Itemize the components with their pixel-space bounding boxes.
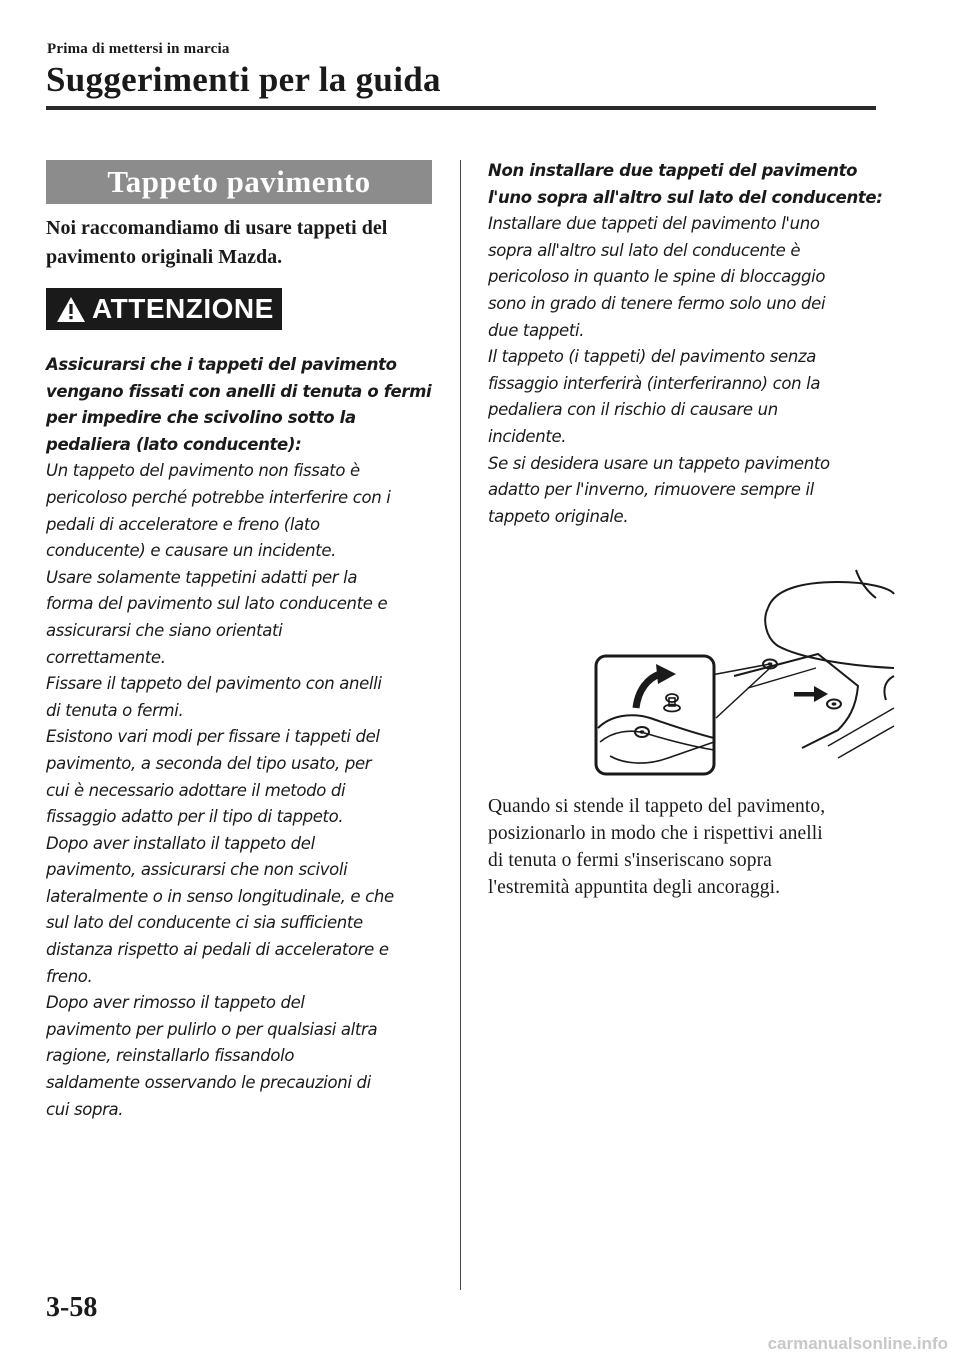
caution-heading xyxy=(46,352,432,458)
warning-badge xyxy=(46,288,282,330)
text-line: pavimento per pulirlo o per qualsiasi altra xyxy=(46,1019,378,1039)
text-line: Un tappeto del pavimento non fissato è xyxy=(46,461,360,481)
text-line: cui sopra. xyxy=(46,1099,124,1119)
watermark: carmanualsonline.info xyxy=(767,1334,948,1353)
text-line: pavimento, assicurarsi che non scivoli xyxy=(46,860,348,880)
text-line: tappeto originale. xyxy=(488,506,629,526)
section-heading: Tappeto pavimento xyxy=(46,160,432,204)
text-line: fissaggio adatto per il tipo di tappeto. xyxy=(46,807,344,827)
text-line: saldamente osservando le precauzioni di xyxy=(46,1073,371,1093)
caution-block-right xyxy=(488,158,888,530)
floor-mat-anchor-illustration xyxy=(538,558,898,778)
text-line: cui è necessario adottare il metodo di xyxy=(46,780,346,800)
left-column xyxy=(46,160,432,1123)
text-line: pedaliera (lato conducente): xyxy=(46,434,302,454)
text-line: per impedire che scivolino sotto la xyxy=(46,408,356,428)
text-line: lateralmente o in senso longitudinale, e che xyxy=(46,886,394,906)
text-line: adatto per l'inverno, rimuovere sempre il xyxy=(488,480,814,500)
text-line: sul lato del conducente ci sia sufficiente xyxy=(46,913,363,933)
intro-line: pavimento originali Mazda. xyxy=(46,246,283,268)
header-divider xyxy=(46,106,876,110)
text-line: due tappeti. xyxy=(488,320,585,340)
text-line: Se si desidera usare un tappeto pavimento xyxy=(488,453,830,473)
text-line: incidente. xyxy=(488,426,567,446)
text-line: Fissare il tappeto del pavimento con anelli xyxy=(46,674,382,694)
text-line: forma del pavimento sul lato conducente e xyxy=(46,594,388,614)
caution-body xyxy=(46,458,432,1123)
text-line: posizionarlo in modo che i rispettivi anelli xyxy=(488,823,823,845)
caution-heading xyxy=(488,158,888,211)
text-line: pericoloso in quanto le spine di bloccaggio xyxy=(488,267,826,287)
text-line: pavimento, a seconda del tipo usato, per xyxy=(46,753,372,773)
text-line: assicurarsi che siano orientati xyxy=(46,620,283,640)
text-line: Il tappeto (i tappeti) del pavimento senza xyxy=(488,347,817,367)
text-line: l'uno sopra all'altro sul lato del conducente: xyxy=(488,187,883,207)
text-line: pericoloso perché potrebbe interferire con i xyxy=(46,487,391,507)
text-line: di tenuta o fermi s'inseriscano sopra xyxy=(488,850,772,872)
right-column xyxy=(488,158,888,901)
page-number: 3-58 xyxy=(46,1292,98,1323)
text-line: pedali di acceleratore e freno (lato xyxy=(46,514,320,534)
instruction-paragraph xyxy=(488,793,888,901)
page-title: Suggerimenti per la guida xyxy=(46,60,441,99)
text-line: Quando si stende il tappeto del pavimento, xyxy=(488,796,826,818)
text-line: Esistono vari modi per fissare i tappeti del xyxy=(46,727,380,747)
text-line: Dopo aver installato il tappeto del xyxy=(46,833,315,853)
intro-paragraph xyxy=(46,214,432,272)
text-line: sono in grado di tenere fermo solo uno dei xyxy=(488,293,826,313)
text-line: Installare due tappeti del pavimento l'uno xyxy=(488,214,820,234)
intro-line: Noi raccomandiamo di usare tappeti del xyxy=(46,217,388,239)
header-section-kicker: Prima di mettersi in marcia xyxy=(47,41,230,57)
text-line: Dopo aver rimosso il tappeto del xyxy=(46,993,305,1013)
text-line: ragione, reinstallarlo fissandolo xyxy=(46,1046,295,1066)
text-line: Non installare due tappeti del pavimento xyxy=(488,161,858,180)
column-divider xyxy=(460,160,461,1290)
caution-block-left xyxy=(46,352,432,1123)
text-line: di tenuta o fermi. xyxy=(46,700,184,720)
text-line: l'estremità appuntita degli ancoraggi. xyxy=(488,877,781,899)
text-line: fissaggio interferirà (interferiranno) con la xyxy=(488,373,821,393)
text-line: conducente) e causare un incidente. xyxy=(46,541,337,561)
text-line: vengano fissati con anelli di tenuta o fermi xyxy=(46,381,432,401)
text-line: sopra all'altro sul lato del conducente è xyxy=(488,240,801,260)
text-line: distanza rispetto ai pedali di acceleratore e xyxy=(46,940,389,960)
warning-label: ATTENZIONE xyxy=(92,293,274,324)
text-line: correttamente. xyxy=(46,647,166,667)
text-line: Assicurarsi che i tappeti del pavimento xyxy=(46,355,397,374)
text-line: pedaliera con il rischio di causare un xyxy=(488,400,778,420)
warning-triangle-icon xyxy=(56,296,86,323)
text-line: freno. xyxy=(46,966,93,986)
caution-body xyxy=(488,211,888,530)
text-line: Usare solamente tappetini adatti per la xyxy=(46,567,358,587)
